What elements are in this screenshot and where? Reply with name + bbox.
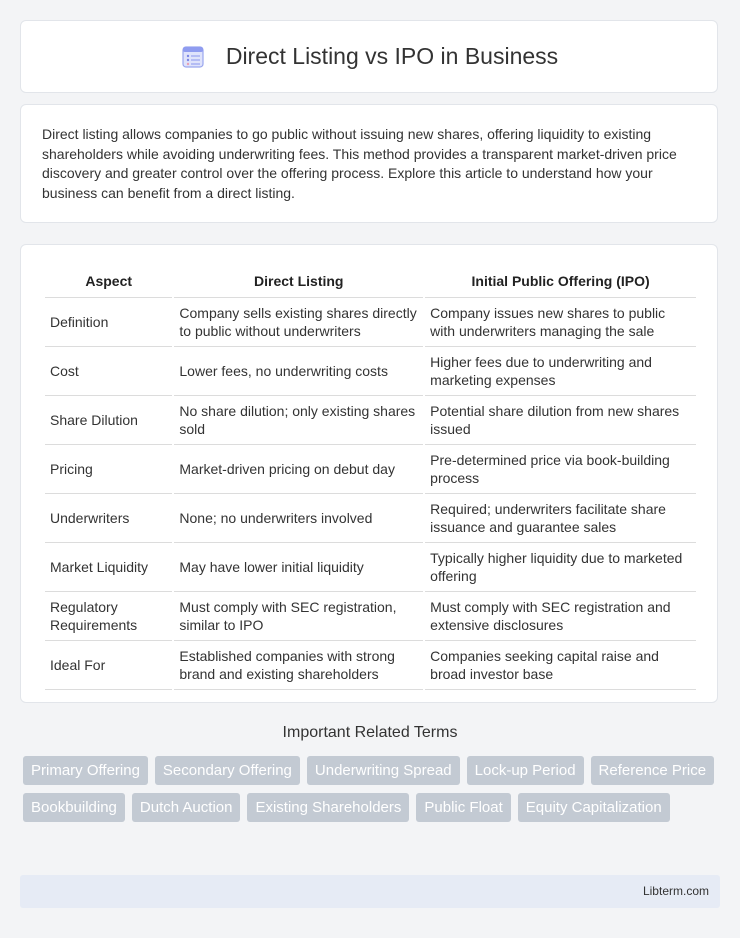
- cell-ipo: Higher fees due to underwriting and marketing expenses: [425, 346, 696, 395]
- cell-ipo: Typically higher liquidity due to marketed offering: [425, 542, 696, 591]
- related-term-tag[interactable]: Underwriting Spread: [307, 756, 460, 785]
- table-row: [45, 346, 696, 395]
- cell-aspect: Regulatory Requirements: [45, 591, 172, 640]
- comparison-table: [43, 265, 698, 690]
- cell-ipo: Company issues new shares to public with underwriters managing the sale: [425, 297, 696, 346]
- related-term-tag[interactable]: Reference Price: [591, 756, 715, 785]
- header-ipo: Initial Public Offering (IPO): [471, 273, 650, 289]
- table-row: [45, 591, 696, 640]
- intro-card: [20, 104, 718, 223]
- related-term-tag[interactable]: Lock-up Period: [467, 756, 584, 785]
- cell-aspect: Pricing: [45, 444, 172, 493]
- cell-aspect: Market Liquidity: [45, 542, 172, 591]
- title-card: [20, 20, 718, 93]
- cell-aspect: Ideal For: [45, 640, 172, 690]
- cell-ipo: Pre-determined price via book-building process: [425, 444, 696, 493]
- table-row: [45, 640, 696, 690]
- cell-ipo: Required; underwriters facilitate share issuance and guarantee sales: [425, 493, 696, 542]
- related-term-tag[interactable]: Existing Shareholders: [247, 793, 409, 822]
- cell-aspect: Underwriters: [45, 493, 172, 542]
- related-term-tag[interactable]: Secondary Offering: [155, 756, 300, 785]
- table-row: [45, 542, 696, 591]
- related-terms-list: [23, 756, 723, 822]
- cell-direct-listing: Established companies with strong brand and existing shareholders: [174, 640, 423, 690]
- cell-direct-listing: No share dilution; only existing shares sold: [174, 395, 423, 444]
- cell-direct-listing: None; no underwriters involved: [174, 493, 423, 542]
- document-list-icon: [180, 44, 206, 70]
- header-direct-listing: Direct Listing: [254, 273, 344, 289]
- cell-ipo: Potential share dilution from new shares issued: [425, 395, 696, 444]
- footer: [20, 875, 720, 908]
- related-term-tag[interactable]: Bookbuilding: [23, 793, 125, 822]
- related-term-tag[interactable]: Public Float: [416, 793, 510, 822]
- table-row: [45, 395, 696, 444]
- related-terms-title: Important Related Terms: [282, 724, 458, 741]
- comparison-card: [20, 244, 718, 703]
- table-header-row: [45, 265, 696, 297]
- cell-direct-listing: Must comply with SEC registration, similar to IPO: [174, 591, 423, 640]
- related-term-tag[interactable]: Equity Capitalization: [518, 793, 670, 822]
- cell-ipo: Companies seeking capital raise and broad investor base: [425, 640, 696, 690]
- header-aspect: Aspect: [85, 273, 133, 289]
- cell-direct-listing: May have lower initial liquidity: [174, 542, 423, 591]
- cell-aspect: Share Dilution: [45, 395, 172, 444]
- cell-direct-listing: Company sells existing shares directly to public without underwriters: [174, 297, 423, 346]
- related-term-tag[interactable]: Primary Offering: [23, 756, 148, 785]
- intro-paragraph: Direct listing allows companies to go public without issuing new shares, offering liquidity to existing shareholders while avoiding underwriting fees. This method provides a transparent market-driven price discovery and greater control over the offering process. Explore this article to understand how your business can benefit from a direct listing.: [42, 126, 677, 201]
- cell-aspect: Definition: [45, 297, 172, 346]
- page-title: Direct Listing vs IPO in Business: [225, 43, 559, 69]
- table-row: [45, 297, 696, 346]
- cell-ipo: Must comply with SEC registration and extensive disclosures: [425, 591, 696, 640]
- table-body: [45, 297, 696, 690]
- cell-direct-listing: Market-driven pricing on debut day: [174, 444, 423, 493]
- cell-direct-listing: Lower fees, no underwriting costs: [174, 346, 423, 395]
- related-term-tag[interactable]: Dutch Auction: [132, 793, 241, 822]
- table-row: [45, 493, 696, 542]
- cell-aspect: Cost: [45, 346, 172, 395]
- table-row: [45, 444, 696, 493]
- footer-brand[interactable]: Libterm.com: [642, 884, 709, 898]
